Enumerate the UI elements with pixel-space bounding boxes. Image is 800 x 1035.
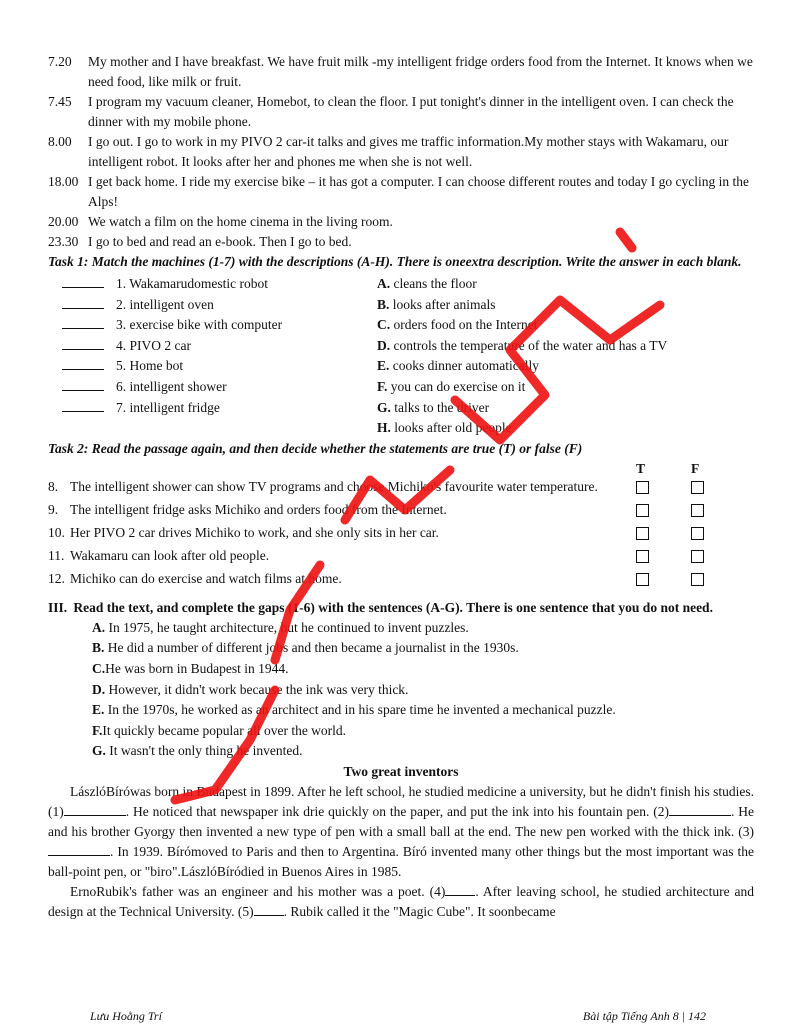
schedule-row: 7.20 My mother and I have breakfast. We have fruit milk -my intelligent fridge orders food from the Internet. It knows when we need food, like milk or fruit. <box>48 54 753 89</box>
passage-paragraph-1: LászlóBírówas born in Budapest in 1899. After he left school, he studied medicine a university, but he didn't finish his studies. (1) . He noticed that newspaper ink drie quickly on the paper, and put the ink into his fountain pen. (2) . He and his brother Gyorgy then invented a new type of pen with a small ball at the end. The new pen worked with the thick ink. (3). In 1939. Bírómoved to Paris and then to Argentina. Bíró invented many other things but the most important was the ball-point pen, or "biro".LászlóBíródied in Buenos Aires in 1985. <box>48 783 754 879</box>
sentence-option: A. In 1975, he taught architecture, but he continued to invent puzzles. <box>92 619 469 635</box>
task1-matching <box>48 274 754 439</box>
description-item: C. orders food on the Internet <box>377 317 538 333</box>
statement-row: 10. Her PIVO 2 car drives Michiko to work, and she only sits in her car. <box>48 523 754 546</box>
statement-row: 8. The intelligent shower can show TV programs and choose Michiko's favourite water temperature. <box>48 477 754 500</box>
statement-row: 9. The intelligent fridge asks Michiko and orders food from the Internet. <box>48 500 754 523</box>
passage-paragraph-2: ErnoRubik's father was an engineer and his mother was a poet. (4) . After leaving school, he studied architecture and design at the Technical University. (5) . Rubik called it the "Magic Cube". It soonbecame <box>48 883 755 919</box>
footer-page-number: Bài tập Tiếng Anh 8 | 142 <box>582 1009 706 1023</box>
sentence-option: G. It wasn't the only thing he invented. <box>92 743 303 759</box>
description-item: B. looks after animals <box>377 296 496 312</box>
machine-item: 5. Home bot <box>62 356 377 377</box>
true-checkbox[interactable] <box>636 481 649 494</box>
tf-header <box>48 459 754 477</box>
description-item: D. controls the temperature of the water and has a TV <box>377 337 668 353</box>
passage-title: Two great inventors <box>343 763 459 779</box>
task1-heading: Task 1: Match the machines (1-7) with the descriptions (A-H). There is oneextra description. Write the answer in each blank. <box>48 254 742 269</box>
statement-row: 11. Wakamaru can look after old people. <box>48 546 754 569</box>
true-column-label: T <box>636 460 646 476</box>
description-item: G. talks to the driver <box>377 399 490 415</box>
description-item: H. looks after old people <box>377 420 512 436</box>
sentence-option: B. He did a number of different jobs and then became a journalist in the 1930s. <box>92 640 519 656</box>
false-checkbox[interactable] <box>691 504 704 517</box>
statement-row: 12. Michiko can do exercise and watch films at home. <box>48 569 754 592</box>
footer-author: Lưu Hoằng Trí <box>90 1009 162 1023</box>
true-checkbox[interactable] <box>636 550 649 563</box>
gap-2[interactable] <box>669 803 731 816</box>
false-checkbox[interactable] <box>691 573 704 586</box>
machine-item: 6. intelligent shower <box>62 377 377 398</box>
machine-item: 1. Wakamarudomestic robot <box>62 274 377 295</box>
gap-5[interactable] <box>254 903 284 916</box>
sentence-option: C.He was born in Budapest in 1944. <box>92 660 289 676</box>
description-item: F. you can do exercise on it <box>377 378 526 394</box>
answer-blank[interactable] <box>62 295 104 309</box>
description-item: E. cooks dinner automatically <box>377 358 539 374</box>
answer-blank[interactable] <box>62 356 104 370</box>
machine-item: 3. exercise bike with computer <box>62 315 377 336</box>
schedule-row: 23.30 I go to bed and read an e-book. Then I go to bed. <box>48 234 352 249</box>
gap-1[interactable] <box>64 803 126 816</box>
gap-3[interactable] <box>48 843 110 856</box>
sentence-options <box>48 618 754 762</box>
answer-blank[interactable] <box>62 398 104 412</box>
page-footer <box>90 1006 706 1026</box>
sentence-option: D. However, it didn't work because the ink was very thick. <box>92 681 409 697</box>
true-checkbox[interactable] <box>636 527 649 540</box>
sentence-option: F.It quickly became popular all over the world. <box>92 722 347 738</box>
answer-blank[interactable] <box>62 377 104 391</box>
sentence-option: E. In the 1970s, he worked as an architect and in his spare time he invented a mechanical puzzle. <box>92 702 616 718</box>
schedule-row: 7.45 I program my vacuum cleaner, Homebot, to clean the floor. I put tonight's dinner in the intelligent oven. I can check the dinner with my mobile phone. <box>48 94 734 129</box>
gap-4[interactable] <box>445 883 475 896</box>
worksheet-page <box>48 52 754 922</box>
false-checkbox[interactable] <box>691 550 704 563</box>
schedule <box>48 52 754 252</box>
answer-blank[interactable] <box>62 315 104 329</box>
false-column-label: F <box>691 460 700 476</box>
false-checkbox[interactable] <box>691 481 704 494</box>
true-checkbox[interactable] <box>636 573 649 586</box>
machine-item: 7. intelligent fridge <box>62 398 377 419</box>
description-list <box>377 274 754 439</box>
answer-blank[interactable] <box>62 336 104 350</box>
answer-blank[interactable] <box>62 274 104 288</box>
description-item: A. cleans the floor <box>377 276 477 291</box>
true-checkbox[interactable] <box>636 504 649 517</box>
machine-item: 2. intelligent oven <box>62 295 377 316</box>
schedule-row: 18.00 I get back home. I ride my exercise bike – it has got a computer. I can choose different routes and today I go cycling in the Alps! <box>48 174 750 209</box>
false-checkbox[interactable] <box>691 527 704 540</box>
machine-list <box>48 274 377 439</box>
machine-item: 4. PIVO 2 car <box>62 336 377 357</box>
schedule-row: 20.00 We watch a film on the home cinema in the living room. <box>48 214 393 229</box>
schedule-row: 8.00 I go out. I go to work in my PIVO 2 car-it talks and gives me traffic information.My mother stays with Wakamaru, our intelligent robot. It looks after her and phones me when she is not well. <box>48 134 729 169</box>
section3-heading: III. Read the text, and complete the gaps (1-6) with the sentences (A-G). There is one sentence that you do not need. <box>48 599 713 615</box>
task2-heading: Task 2: Read the passage again, and then decide whether the statements are true (T) or false (F) <box>48 440 583 456</box>
